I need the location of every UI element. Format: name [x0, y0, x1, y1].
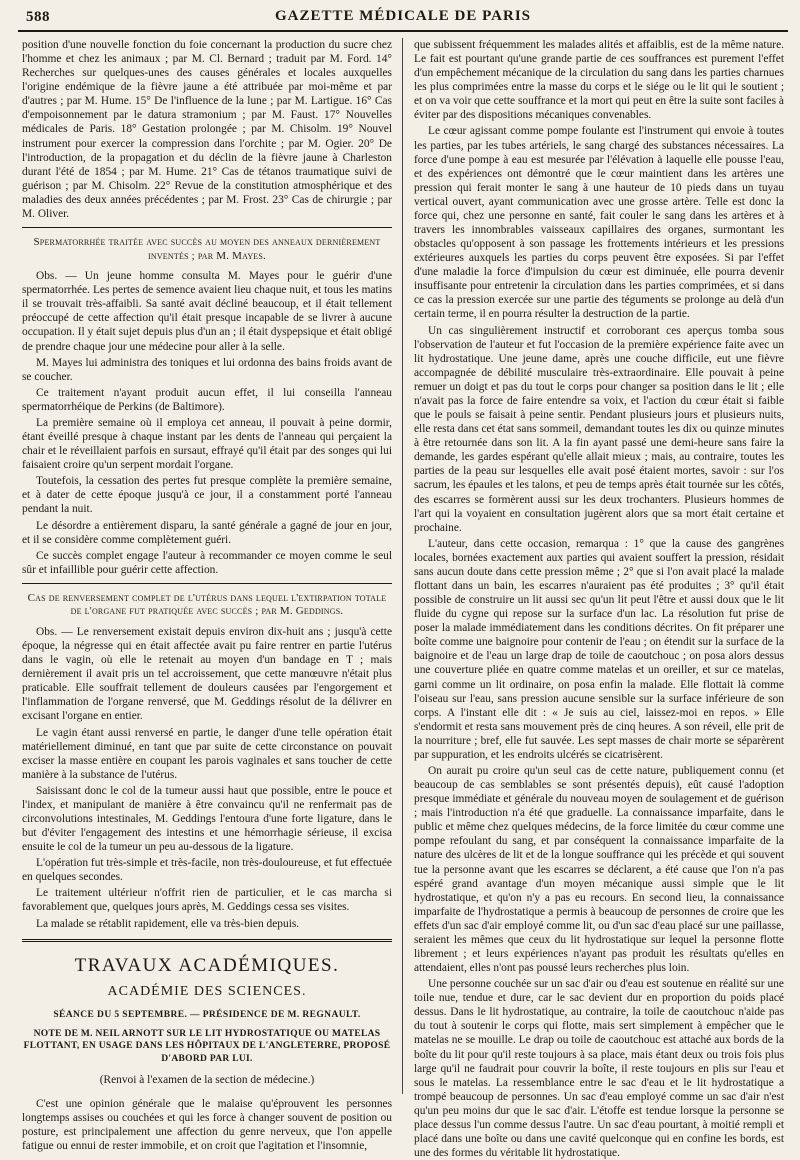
- renvoi-line: (Renvoi à l'examen de la section de médecine.): [99, 1074, 315, 1087]
- left-column: [22, 38, 392, 1153]
- paragraph: L'auteur, dans cette occasion, remarqua : 1° que la cause des gangrènes locales, bornées exactement aux parties qui avaient souffert la pression, résidait sans aucun doute dans cette pression même ; 2° que si l'on avait placé la malade flottant dans un bain, les escarres n'auraient pas été produites ; 3° qu'il était possible de construire un lit aussi sec qu'un lit peut l'être et aussi doux que le lit fluide du cygne qui repose sur la surface d'un lac. La résolution fut prise de poser la malade immédiatement dans les conditions décrites. On fit préparer une boîte comme une baignoire pour contenir de l'eau ; on étendit sur la surface de la baignoire et de l'eau un large drap de toile de caoutchouc ; on posa alors dessus une couverture pliée en quatre comme matelas et un oreiller, et sur ce matelas, garni comme un lit ordinaire, on posa enfin la malade. Elle flottait là comme l'oiseau sur l'eau, sans pression aucune sensible sur la surface inférieure de son corps. A l'instant elle dit : « Je suis au ciel, laissez-moi en repos. » Elle s'endormit et resta sans mouvement près de cinq heures. A son réveil, elle prit de la nourriture ; bref, elle fut sauvée. Les sept masses de chair morte se séparèrent par suppuration, et les endroits ulcérés se cicatrisèrent.: [414, 537, 784, 761]
- note-title: NOTE DE M. NEIL ARNOTT SUR LE LIT HYDROSTATIQUE OU MATELAS FLOTTANT, EN USAGE DANS LES HÔPITAUX DE L'ANGLETERRE, PROPOSÉ D'ABORD PAR LUI.: [23, 1029, 391, 1064]
- paragraph: Ce succès complet engage l'auteur à recommander ce moyen comme le seul sûr et infaillible pour guérir cette affection.: [22, 549, 392, 576]
- right-column: [414, 38, 784, 1160]
- paragraph: La malade se rétablit rapidement, elle va très-bien depuis.: [36, 917, 300, 930]
- paragraph: C'est une opinion générale que le malaise qu'éprouvent les personnes longtemps assises ou couchées et qui les force à changer souvent de position ou posture, est principalement une affection du genre nerveux, que l'on appelle fatigue ou ennui de rester immobile, et on croit que l'agitation et l'insomnie,: [22, 1098, 392, 1153]
- paragraph: Toutefois, la cessation des pertes fut presque complète la première semaine, et à dater de cette époque jusqu'à ce jour, il a constamment porté l'anneau pendant la nuit.: [22, 475, 392, 516]
- paragraph: Le vagin étant aussi renversé en partie, le danger d'une telle opération était matériellement diminué, en tant que par suite de cette circonstance on pouvait exciser la masse entière en coupant les parois vaginales et sans toucher de cette manière à la substance de l'utérus.: [22, 726, 392, 781]
- section-title-spermatorrhee: Spermatorrhée traitée avec succès au moyen des anneaux dernièrement inventés ; par M. Mayes.: [33, 236, 381, 262]
- paragraph: Ce traitement n'ayant produit aucun effet, il lui conseilla l'anneau spermatorrhéique de Perkins (de Baltimore).: [22, 386, 392, 413]
- section-rule: [22, 227, 392, 228]
- paragraph: Obs. — Un jeune homme consulta M. Mayes pour le guérir d'une spermatorrhée. Les pertes de semence avaient lieu chaque nuit, et tous les matins il se trouvait très-affaibli. Sa santé avait décliné beaucoup, et il était tellement préoccupé de cette affection qu'il était presque incapable de se livrer à aucune occupation. Il y était sujet depuis plus d'un an ; il était dyspepsique et était obligé de prendre chaque jour une médecine pour aller à la selle.: [22, 270, 392, 353]
- paragraph: que subissent fréquemment les malades alités et affaiblis, est de la même nature. Le fait est pourtant qu'une grande partie de ces souffrances est purement l'effet d'un empêchement mécanique de la circulation du sang dans les parties charnues les plus comprimées entre la masse du corps et le siége ou le lit qui le soutient ; et on va voir que cette souffrance et la mort qui peut en être la suite sont faciles à éviter par des dispositions mécaniques convenables.: [414, 39, 784, 122]
- seance-line: SÉANCE DU 5 SEPTEMBRE. — PRÉSIDENCE DE M. REGNAULT.: [53, 1010, 361, 1021]
- paragraph: La première semaine où il employa cet anneau, il pouvait à peine dormir, étant éveillé presque à chaque instant par les dents de l'anneau qui perçaient la chair et le réveillaient parfois en sursaut, effrayé qu'il était par des songes qui lui faisaient croire qu'un serpent mordait l'organe.: [22, 416, 392, 472]
- travaux-heading: TRAVAUX ACADÉMIQUES.: [74, 954, 340, 976]
- paragraph: Le traitement ultérieur n'offrit rien de particulier, et le cas marcha si favorablement que, quelques jours après, M. Geddings cessa ses visites.: [22, 887, 392, 914]
- paragraph: On aurait pu croire qu'un seul cas de cette nature, publiquement connu (et beaucoup de cas semblables se sont présentés depuis), eût causé l'adoption presque immédiate et générale du nouveau moyen de soulagement et de guérison ; mais l'introduction n'a été que graduelle. La connaissance imparfaite, dans le public et même chez quelques médecins, de la force limitée du cœur comme une pompe refoulant du sang, et par conséquent la connaissance imparfaite de la nature des ulcères de lit et de la longue souffrance qui les précède et qui souvent tue la personne avant que les escarres se déclarent, a été cause que l'on n'a pas espéré grand avantage d'un moyen mécanique aussi simple que le lit hydrostatique, et qu'on n'y a pas eu recours. En second lieu, la connaissance imparfaite de l'hydrostatique a permis à beaucoup de personnes de croire que les effets d'un sac d'air employé comme lit, ou d'un sac d'eau placé sur une paillasse, seraient les mêmes que ceux du lit hydrostatique sur lequel la personne flotte librement ; et leurs expériences n'ayant pas produit les résultats qu'elles en attendaient, elles n'ont pas poussé leurs recherches plus loin.: [414, 764, 784, 975]
- paragraph: Le désordre a entièrement disparu, la santé générale a gagné de jour en jour, et il se considère comme complètement guéri.: [22, 519, 392, 546]
- paragraph: Le cœur agissant comme pompe foulante est l'instrument qui envoie à toutes les parties, par les tubes artériels, le sang chargé des substances nécessaires. La force d'une pompe à eau est mesurée par l'élévation à laquelle elle pousse l'eau, et des expériences ont démontré que le cœur maintient dans les artères une pression qui ferait monter le sang à une hauteur de 10 pieds dans un tuyau vertical ouvert, ayant communication avec une grosse artère. Telle est donc la force qui, chez une personne en santé, fait couler le sang dans les artères et à travers les innombrables vaisseaux capillaires des organes, surmontant les obstacles qu'opposent à son passage les frottements intérieurs et les pressions extérieures auxquels les parties du corps peuvent être exposées. Si par l'effet d'une maladie la force d'impulsion du cœur est diminuée, elle pourra devenir insuffisante pour entretenir la circulation dans les parties comprimées, et si dans ce cas la pression exercée sur une partie des téguments se prolonge au delà d'un certain terme, il en pourra résulter la destruction de la partie.: [414, 125, 784, 321]
- section-title-uterus: Cas de renversement complet de l'utérus dans lequel l'extirpation totale de l'organe fut pratiquée avec succès ; par M. Geddings.: [27, 591, 387, 618]
- journal-title: GAZETTE MÉDICALE DE PARIS: [274, 8, 531, 24]
- column-divider: [402, 38, 403, 1094]
- paragraph: Saisissant donc le col de la tumeur aussi haut que possible, entre le pouce et l'index, et manipulant de manière à être convaincu qu'il ne renfermait pas de circonvolutions intestinales, M. Geddings l'entoura d'une forte ligature, dans le but d'éviter l'engagement des intestins et une hémorrhagie sérieuse, il excisa ensuite le col de la tumeur un peu au-dessous de la ligature.: [22, 784, 392, 854]
- paragraph: M. Mayes lui administra des toniques et lui ordonna des bains froids avant de se coucher.: [22, 356, 392, 383]
- paragraph: Un cas singulièrement instructif et corroborant ces aperçus tomba sous l'observation de l'auteur et fut l'occasion de la première expérience faite avec un lit hydrostatique. Une jeune dame, après une couche difficile, eut une fièvre accompagnée de débilité musculaire très-extraordinaire. Elle pouvait à peine remuer un doigt et pas du tout le corps pour changer sa position dans le lit ; elle n'avait pas la force de faire entendre sa voix, et l'action du cœur était si faible que le pouls se faisait à peine sentir. Pendant plusieurs jours et plusieurs nuits, elle resta dans cet état sans sommeil, demandant toutes les dix ou quinze minutes à être retournée dans son lit. A la fin ayant passé une demi-heure sans faire la demande, les gardes espérant qu'elle allait mieux ; mais, au contraire, toutes les parties de la peau sur lesquelles elle avait posé étaient mortes, savoir : sur l'os sacrum, les épaules et les talons, et peu de temps après était tournée sur les côtés, des escarres se formèrent aussi sur les deux trochanters. Plusieurs hommes de l'art qui la voyaient en consultation jugèrent alors que sa mort était certaine et prochaine.: [414, 324, 784, 534]
- academie-heading: ACADÉMIE DES SCIENCES.: [107, 984, 307, 1000]
- paragraph: L'opération fut très-simple et très-facile, non très-douloureuse, et fut effectuée en quelques secondes.: [22, 857, 392, 884]
- paragraph: Obs. — Le renversement existait depuis environ dix-huit ans ; jusqu'à cette époque, la négresse qui en était affectée avait pu faire rentrer en partie l'utérus dans le vagin, où elle le retenait au moyen d'un bandage en T ; mais dernièrement il avait pris un tel accroissement, que cette manœuvre n'était plus praticable. Elle souffrait tellement de douleurs causées par l'engorgement et l'inflammation de l'organe renversé, que M. Geddings résolut de la délivrer en excisant l'organe en entier.: [22, 625, 392, 723]
- page-header: [18, 4, 788, 32]
- section-rule: [22, 583, 392, 584]
- intro-paragraph: position d'une nouvelle fonction du foie concernant la production du sucre chez l'homme et chez les animaux ; par M. Cl. Bernard ; traduit par M. Ford. 14° Recherches sur quelques-unes des causes générales et locales auxquelles l'origine endémique de la fièvre jaune a été attribuée par moi-même et par d'autres ; par M. Hume. 15° De l'influence de la lune ; par M. Lartigue. 16° Cas d'empoisonnement par le datura stramonium ; par M. Faust. 17° Nouvelles médicales de Paris. 18° Gestation prolongée ; par M. Chisolm. 19° Nouvel instrument pour exercer la compression dans l'orchite ; par M. Ogier. 20° De l'introduction, de la propagation et du déclin de la fièvre jaune à Charleston durant l'été de 1854 ; par M. Hume. 21° Cas de tétanos traumatique suivi de guérison ; par M. Chisolm. 22° Revue de la constitution atmosphérique et des maladies des deux années précédentes ; par M. Frost. 23° Cas de chirurgie ; par M. Oliver.: [22, 39, 392, 220]
- section-double-rule: [22, 939, 392, 942]
- paragraph: Une personne couchée sur un sac d'air ou d'eau est soutenue en réalité sur une toile nue, tendue et dure, car le sac devient dur en proportion du poids placé dessus. Dans le lit hydrostatique, au contraire, la toile de caoutchouc n'aide pas du tout à soutenir le corps qui flotte, mais sert simplement à empêcher que le matelas ne se mouille. Le drap ou toile de caoutchouc est attaché aux bords de la boîte du lit pour qu'il reste toujours à sa place, mais étant deux ou trois fois plus large qu'il ne faudrait pour couvrir la boîte, il reste toujours en plis sur l'eau et sous le matelas. La ressemblance entre le sac d'eau et le lit hydrostatique a trompé beaucoup de personnes. Un sac d'eau employé comme un sac d'air n'est qu'un peu moins dur que le sac d'air. L'étoffe est tendue lorsque la personne se place dessus l'un comme dessus l'autre. Un sac d'eau pourtant, à moitié rempli et placé dans une boîte ou dans une cavité quelconque qui en confine les bords, est une des formes du véritable lit hydrostatique.: [414, 978, 784, 1160]
- page-number: 588: [26, 9, 50, 25]
